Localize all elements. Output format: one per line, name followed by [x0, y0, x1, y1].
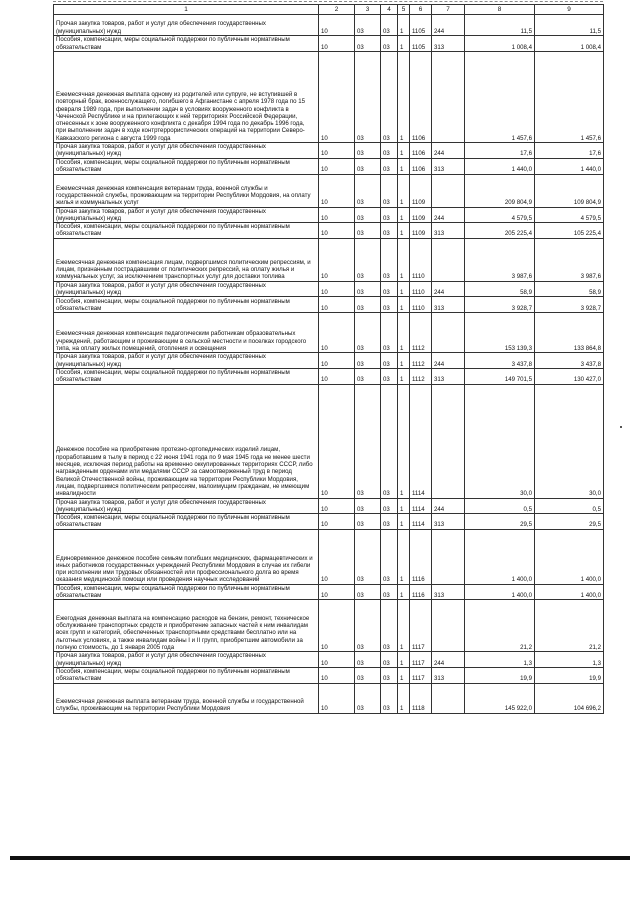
amount-col-8: 30,0: [465, 384, 535, 498]
row-name: Пособия, компенсации, меры социальной поддержки по публичным нормативным обязательствам: [54, 223, 319, 239]
code-col-4: 03: [381, 15, 398, 36]
amount-col-8: 1 400,0: [465, 529, 535, 584]
code-col-4: 03: [381, 238, 398, 281]
code-col-2: 10: [319, 143, 355, 159]
code-col-5: 1: [398, 667, 410, 683]
code-col-5: 1: [398, 514, 410, 530]
code-col-6: 1117: [410, 600, 432, 652]
code-col-5: 1: [398, 529, 410, 584]
row-name: Ежемесячная денежная компенсация ветеранам труда, военной службы и государственной службы, проживающим на территории Республики Мордовия, на оплату жилья и коммунальных услуг: [54, 174, 319, 207]
code-col-7: [432, 174, 465, 207]
amount-col-9: 58,9: [535, 281, 604, 297]
table-row: [54, 223, 604, 239]
code-col-3: 03: [355, 281, 381, 297]
row-name: Пособия, компенсации, меры социальной поддержки по публичным нормативным обязательствам: [54, 297, 319, 313]
code-col-6: 1112: [410, 368, 432, 384]
code-col-4: 03: [381, 207, 398, 223]
code-col-5: 1: [398, 384, 410, 498]
code-col-4: 03: [381, 667, 398, 683]
amount-col-8: 1 457,6: [465, 52, 535, 143]
code-col-2: 10: [319, 683, 355, 713]
amount-col-8: 58,9: [465, 281, 535, 297]
code-col-3: 03: [355, 223, 381, 239]
table-row: [54, 683, 604, 713]
code-col-4: 03: [381, 384, 398, 498]
top-dashed-rule: [53, 1, 603, 2]
code-col-3: 03: [355, 36, 381, 52]
amount-col-8: 1,3: [465, 652, 535, 668]
code-col-6: 1109: [410, 174, 432, 207]
code-col-5: 1: [398, 313, 410, 353]
code-col-4: 03: [381, 297, 398, 313]
code-col-5: 1: [398, 143, 410, 159]
code-col-5: 1: [398, 158, 410, 174]
amount-col-8: 19,9: [465, 667, 535, 683]
amount-col-9: 4 579,5: [535, 207, 604, 223]
column-header-9: 9: [535, 5, 604, 15]
code-col-6: 1106: [410, 158, 432, 174]
code-col-3: 03: [355, 313, 381, 353]
code-col-6: 1114: [410, 514, 432, 530]
table-row: [54, 584, 604, 600]
table-row: [54, 667, 604, 683]
code-col-6: 1114: [410, 384, 432, 498]
code-col-3: 03: [355, 238, 381, 281]
code-col-2: 10: [319, 652, 355, 668]
code-col-2: 10: [319, 207, 355, 223]
table-row: [54, 313, 604, 353]
code-col-6: 1110: [410, 238, 432, 281]
row-name: Прочая закупка товаров, работ и услуг для обеспечения государственных (муниципальных) нужд: [54, 498, 319, 514]
table-row: [54, 52, 604, 143]
row-name: Прочая закупка товаров, работ и услуг для обеспечения государственных (муниципальных) нужд: [54, 207, 319, 223]
code-col-7: [432, 52, 465, 143]
amount-col-9: 109 804,9: [535, 174, 604, 207]
row-name: Ежемесячная денежная выплата ветеранам труда, военной службы и государственной службы, проживающим на территории Республики Мордовия: [54, 683, 319, 713]
column-header-6: 6: [410, 5, 432, 15]
table-row: [54, 238, 604, 281]
amount-col-9: 105 225,4: [535, 223, 604, 239]
row-name: Пособия, компенсации, меры социальной поддержки по публичным нормативным обязательствам: [54, 584, 319, 600]
table-row: [54, 158, 604, 174]
code-col-4: 03: [381, 529, 398, 584]
column-header-2: 2: [319, 5, 355, 15]
code-col-6: 1112: [410, 353, 432, 369]
table-body: [54, 15, 604, 714]
code-col-7: 313: [432, 368, 465, 384]
code-col-7: 313: [432, 584, 465, 600]
amount-col-9: 11,5: [535, 15, 604, 36]
code-col-3: 03: [355, 584, 381, 600]
code-col-5: 1: [398, 584, 410, 600]
code-col-3: 03: [355, 683, 381, 713]
row-name: Пособия, компенсации, меры социальной поддержки по публичным нормативным обязательствам: [54, 514, 319, 530]
amount-col-8: 29,5: [465, 514, 535, 530]
column-header-8: 8: [465, 5, 535, 15]
code-col-2: 10: [319, 384, 355, 498]
code-col-6: 1118: [410, 683, 432, 713]
code-col-5: 1: [398, 52, 410, 143]
row-name: Прочая закупка товаров, работ и услуг для обеспечения государственных (муниципальных) нужд: [54, 281, 319, 297]
row-name: Пособия, компенсации, меры социальной поддержки по публичным нормативным обязательствам: [54, 36, 319, 52]
code-col-4: 03: [381, 158, 398, 174]
row-name: Пособия, компенсации, меры социальной поддержки по публичным нормативным обязательствам: [54, 667, 319, 683]
amount-col-8: 11,5: [465, 15, 535, 36]
table-row: [54, 15, 604, 36]
code-col-6: 1105: [410, 15, 432, 36]
amount-col-8: 205 225,4: [465, 223, 535, 239]
code-col-7: 244: [432, 207, 465, 223]
row-name: Пособия, компенсации, меры социальной поддержки по публичным нормативным обязательствам: [54, 158, 319, 174]
code-col-7: 244: [432, 15, 465, 36]
code-col-7: [432, 600, 465, 652]
amount-col-8: 3 987,6: [465, 238, 535, 281]
code-col-4: 03: [381, 281, 398, 297]
code-col-7: 313: [432, 297, 465, 313]
code-col-2: 10: [319, 368, 355, 384]
column-header-7: 7: [432, 5, 465, 15]
code-col-3: 03: [355, 384, 381, 498]
code-col-6: 1106: [410, 143, 432, 159]
code-col-6: 1110: [410, 281, 432, 297]
amount-col-8: 209 804,9: [465, 174, 535, 207]
code-col-5: 1: [398, 600, 410, 652]
code-col-7: [432, 238, 465, 281]
table-row: [54, 498, 604, 514]
code-col-7: 244: [432, 498, 465, 514]
code-col-6: 1116: [410, 584, 432, 600]
code-col-4: 03: [381, 683, 398, 713]
code-col-7: 313: [432, 667, 465, 683]
table-header-row: [54, 5, 604, 15]
code-col-5: 1: [398, 368, 410, 384]
code-col-5: 1: [398, 15, 410, 36]
amount-col-8: 145 922,0: [465, 683, 535, 713]
code-col-2: 10: [319, 174, 355, 207]
code-col-7: 313: [432, 514, 465, 530]
table-row: [54, 174, 604, 207]
amount-col-9: 1 400,0: [535, 529, 604, 584]
code-col-7: 313: [432, 223, 465, 239]
code-col-4: 03: [381, 36, 398, 52]
amount-col-9: 1 008,4: [535, 36, 604, 52]
amount-col-9: 130 427,0: [535, 368, 604, 384]
amount-col-9: 30,0: [535, 384, 604, 498]
code-col-7: 244: [432, 143, 465, 159]
amount-col-8: 1 440,0: [465, 158, 535, 174]
table-row: [54, 600, 604, 652]
row-name: Прочая закупка товаров, работ и услуг для обеспечения государственных (муниципальных) нужд: [54, 353, 319, 369]
code-col-7: 313: [432, 158, 465, 174]
amount-col-8: 3 437,8: [465, 353, 535, 369]
row-name: Ежемесячная денежная выплата одному из родителей или супруге, не вступившей в повторный брак, военнослужащего, погибшего в Афганистане с апреля 1978 года по 15 февраля 1989 года, при выполнении задач в условиях вооруженного конфликта в Чеченской Республике и на прилегающих к ней территориях Российской Федерации, отнесенных к зоне вооруженного конфликта с декабря 1994 года по декабрь 1996 года, при выполнении задач в ходе контртеррористических операций на территории Северо-Кавказского региона с августа 1999 года: [54, 52, 319, 143]
code-col-6: 1109: [410, 223, 432, 239]
code-col-5: 1: [398, 223, 410, 239]
code-col-2: 10: [319, 514, 355, 530]
table-row: [54, 353, 604, 369]
amount-col-8: 1 008,4: [465, 36, 535, 52]
column-header-4: 4: [381, 5, 398, 15]
code-col-7: [432, 683, 465, 713]
amount-col-8: 153 139,3: [465, 313, 535, 353]
code-col-7: 313: [432, 36, 465, 52]
code-col-5: 1: [398, 174, 410, 207]
amount-col-8: 21,2: [465, 600, 535, 652]
budget-table: [53, 4, 604, 714]
code-col-3: 03: [355, 368, 381, 384]
code-col-4: 03: [381, 368, 398, 384]
code-col-2: 10: [319, 36, 355, 52]
row-name: Прочая закупка товаров, работ и услуг для обеспечения государственных (муниципальных) нужд: [54, 15, 319, 36]
column-header-5: 5: [398, 5, 410, 15]
column-header-1: 1: [54, 5, 319, 15]
row-name: Пособия, компенсации, меры социальной поддержки по публичным нормативным обязательствам: [54, 368, 319, 384]
amount-col-8: 3 928,7: [465, 297, 535, 313]
code-col-2: 10: [319, 584, 355, 600]
code-col-4: 03: [381, 514, 398, 530]
row-name: Ежемесячная денежная компенсация лицам, подвергшимся политическим репрессиям, и лицам, признанным пострадавшими от политических репрессий, на оплату жилья и коммунальных услуг, за исключением транспортных услуг для доставки топлива: [54, 238, 319, 281]
amount-col-8: 4 579,5: [465, 207, 535, 223]
code-col-6: 1114: [410, 498, 432, 514]
code-col-2: 10: [319, 498, 355, 514]
code-col-3: 03: [355, 667, 381, 683]
amount-col-9: 3 987,6: [535, 238, 604, 281]
code-col-5: 1: [398, 353, 410, 369]
code-col-2: 10: [319, 223, 355, 239]
amount-col-9: 3 928,7: [535, 297, 604, 313]
code-col-3: 03: [355, 600, 381, 652]
code-col-4: 03: [381, 223, 398, 239]
code-col-2: 10: [319, 158, 355, 174]
table-row: [54, 281, 604, 297]
table-row: [54, 36, 604, 52]
page-bottom-rule: [10, 856, 630, 860]
amount-col-9: 104 696,2: [535, 683, 604, 713]
code-col-5: 1: [398, 683, 410, 713]
code-col-4: 03: [381, 174, 398, 207]
table-row: [54, 514, 604, 530]
amount-col-9: 0,5: [535, 498, 604, 514]
code-col-4: 03: [381, 143, 398, 159]
amount-col-9: 1,3: [535, 652, 604, 668]
code-col-6: 1109: [410, 207, 432, 223]
code-col-4: 03: [381, 498, 398, 514]
code-col-6: 1110: [410, 297, 432, 313]
code-col-2: 10: [319, 15, 355, 36]
code-col-4: 03: [381, 600, 398, 652]
table-row: [54, 143, 604, 159]
table-row: [54, 529, 604, 584]
code-col-3: 03: [355, 529, 381, 584]
code-col-7: 244: [432, 353, 465, 369]
code-col-3: 03: [355, 143, 381, 159]
code-col-6: 1106: [410, 52, 432, 143]
code-col-2: 10: [319, 52, 355, 143]
code-col-3: 03: [355, 174, 381, 207]
table-row: [54, 384, 604, 498]
amount-col-8: 0,5: [465, 498, 535, 514]
code-col-6: 1117: [410, 652, 432, 668]
table-row: [54, 368, 604, 384]
code-col-6: 1117: [410, 667, 432, 683]
code-col-2: 10: [319, 313, 355, 353]
code-col-7: 244: [432, 281, 465, 297]
code-col-5: 1: [398, 498, 410, 514]
row-name: Денежное пособие на приобретение протезно-ортопедических изделий лицам, проработавшим в тылу в период с 22 июня 1941 года по 9 мая 1945 года не менее шести месяцев, исключая период работы на временно оккупированных территориях СССР, либо награжденным орденами или медалями СССР за самоотверженный труд в период Великой Отечественной войны, проживающим на территории Республики Мордовия, лицам, подвергшимся политическим репрессиям, малоимущим гражданам, не имеющим инвалидности: [54, 384, 319, 498]
code-col-6: 1112: [410, 313, 432, 353]
table-row: [54, 297, 604, 313]
table-row: [54, 207, 604, 223]
amount-col-9: 1 400,0: [535, 584, 604, 600]
budget-sheet: [53, 4, 603, 714]
amount-col-9: 19,9: [535, 667, 604, 683]
amount-col-8: 17,6: [465, 143, 535, 159]
amount-col-9: 1 440,0: [535, 158, 604, 174]
amount-col-9: 1 457,6: [535, 52, 604, 143]
code-col-4: 03: [381, 652, 398, 668]
code-col-2: 10: [319, 353, 355, 369]
code-col-5: 1: [398, 297, 410, 313]
code-col-3: 03: [355, 15, 381, 36]
code-col-5: 1: [398, 652, 410, 668]
amount-col-8: 149 701,5: [465, 368, 535, 384]
code-col-4: 03: [381, 52, 398, 143]
code-col-3: 03: [355, 207, 381, 223]
code-col-5: 1: [398, 281, 410, 297]
code-col-3: 03: [355, 514, 381, 530]
margin-dot: [620, 426, 622, 428]
amount-col-9: 3 437,8: [535, 353, 604, 369]
amount-col-8: 1 400,0: [465, 584, 535, 600]
code-col-7: 244: [432, 652, 465, 668]
code-col-2: 10: [319, 297, 355, 313]
code-col-3: 03: [355, 353, 381, 369]
code-col-2: 10: [319, 667, 355, 683]
code-col-3: 03: [355, 652, 381, 668]
code-col-5: 1: [398, 238, 410, 281]
code-col-6: 1105: [410, 36, 432, 52]
code-col-2: 10: [319, 281, 355, 297]
code-col-5: 1: [398, 36, 410, 52]
code-col-3: 03: [355, 297, 381, 313]
amount-col-9: 133 864,8: [535, 313, 604, 353]
row-name: Ежемесячная денежная компенсация педагогическим работникам образовательных учреждений, работающим и проживающим в сельской местности и поселках городского типа, на оплату жилых помещений, отопления и освещения: [54, 313, 319, 353]
amount-col-9: 21,2: [535, 600, 604, 652]
code-col-4: 03: [381, 584, 398, 600]
code-col-3: 03: [355, 158, 381, 174]
code-col-4: 03: [381, 353, 398, 369]
code-col-2: 10: [319, 600, 355, 652]
column-header-3: 3: [355, 5, 381, 15]
code-col-7: [432, 313, 465, 353]
row-name: Единовременное денежное пособие семьям погибших медицинских, фармацевтических и иных работников государственных учреждений Республики Мордовия в случае их гибели при исполнении ими трудовых обязанностей или профессионального долга во время оказания медицинской помощи или проведения научных исследований: [54, 529, 319, 584]
amount-col-9: 17,6: [535, 143, 604, 159]
code-col-2: 10: [319, 529, 355, 584]
code-col-3: 03: [355, 52, 381, 143]
code-col-6: 1116: [410, 529, 432, 584]
row-name: Прочая закупка товаров, работ и услуг для обеспечения государственных (муниципальных) нужд: [54, 143, 319, 159]
table-row: [54, 652, 604, 668]
code-col-7: [432, 384, 465, 498]
row-name: Прочая закупка товаров, работ и услуг для обеспечения государственных (муниципальных) нужд: [54, 652, 319, 668]
row-name: Ежегодная денежная выплата на компенсацию расходов на бензин, ремонт, техническое обслуживание транспортных средств и приобретение запасных частей к ним инвалидам всех групп и категорий, обеспеченных транспортными средствами бесплатно или на льготных условиях, а также инвалидам войны I и II групп, приобретшим автомобили за полную стоимость, до 1 января 2005 года: [54, 600, 319, 652]
code-col-2: 10: [319, 238, 355, 281]
code-col-4: 03: [381, 313, 398, 353]
code-col-3: 03: [355, 498, 381, 514]
amount-col-9: 29,5: [535, 514, 604, 530]
code-col-5: 1: [398, 207, 410, 223]
code-col-7: [432, 529, 465, 584]
